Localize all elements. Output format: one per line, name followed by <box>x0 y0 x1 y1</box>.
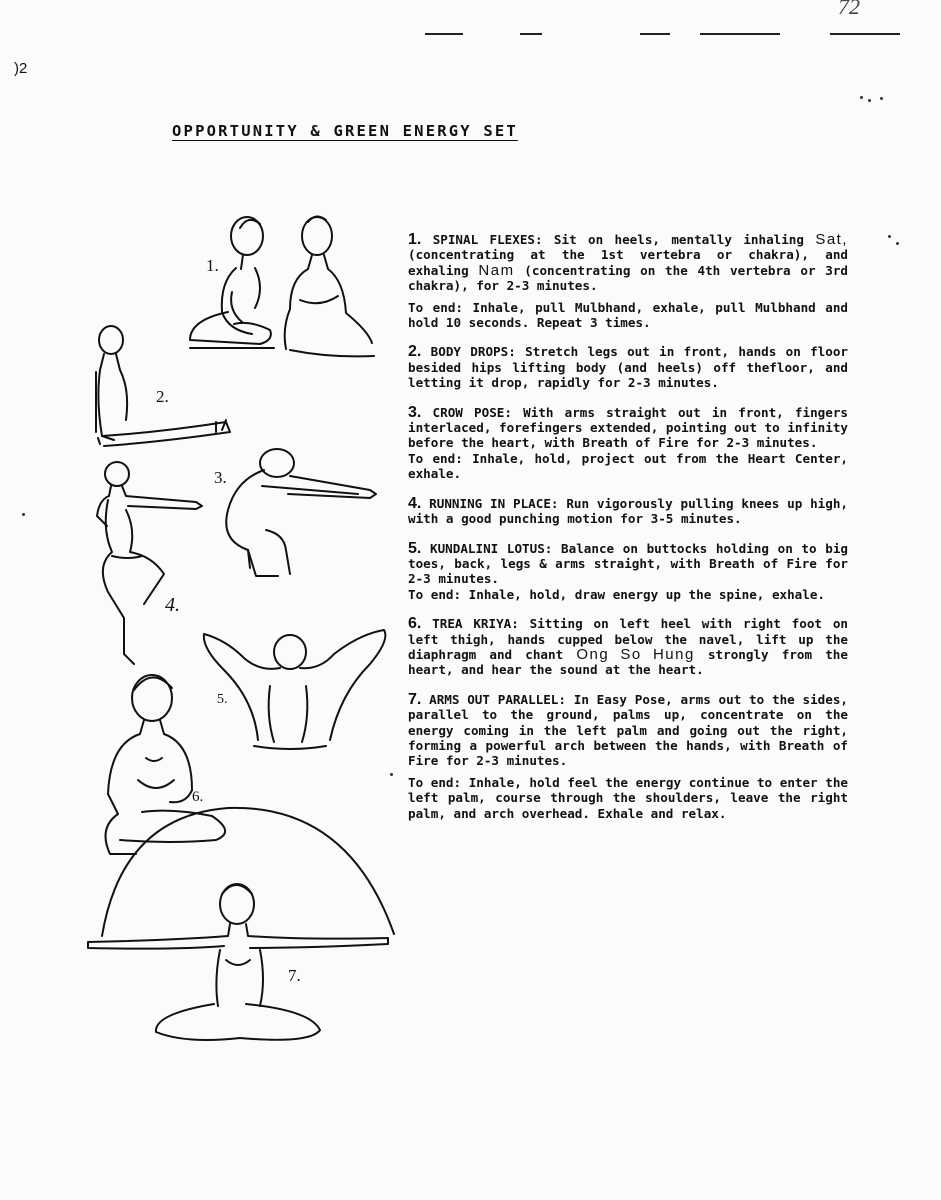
figure-label-5: 5. <box>217 692 228 707</box>
step-text: (concentrating on the 4th vertebra or 3rd chakra), for 2-3 minutes. <box>408 262 848 294</box>
figure-5-kundalini-lotus <box>204 630 386 749</box>
step-number: 2. <box>408 343 422 361</box>
step-number: 6. <box>408 615 422 633</box>
figure-7-arms-out-parallel <box>88 808 394 1040</box>
step-number: 3. <box>408 403 422 421</box>
step-text: ARMS OUT PARALLEL: In Easy Pose, arms out to the sides, parallel to the ground, palms up, concentrate on the energy coming in the left palm and going out the right, forming a powerful arch between the hands, with Breath of Fire for 2-3 minutes. <box>408 691 849 769</box>
figure-2-body-drops <box>96 326 230 446</box>
figure-3-crow-pose <box>226 449 376 576</box>
step-2 <box>408 344 848 390</box>
figure-label-1: 1. <box>206 256 219 275</box>
step-end: To end: Inhale, pull Mulbhand, exhale, pull Mulbhand and hold 10 seconds. Repeat 3 times. <box>408 299 848 331</box>
mantra-ong-so-hung: Ong So Hung <box>576 645 695 663</box>
page-number: )2 <box>14 60 28 77</box>
step-number: 4. <box>408 494 422 512</box>
step-end: To end: Inhale, hold feel the energy continue to enter the left palm, course through the shoulders, leave the right palm, and arch overhead. Exhale and relax. <box>408 774 848 821</box>
handwritten-corner-mark: 72 <box>838 0 860 19</box>
step-text: SPINAL FLEXES: Sit on heels, mentally inhaling <box>432 232 816 247</box>
figure-1-side-kneeling <box>190 217 274 348</box>
figure-label-2: 2. <box>156 387 169 406</box>
step-3 <box>408 405 848 482</box>
figure-4-running <box>97 462 202 664</box>
step-7 <box>408 692 848 821</box>
figure-1-back-kneeling <box>285 216 374 356</box>
figure-label-4: 4. <box>165 594 180 616</box>
step-text: (concentrating at the 1st vertebra or chakra), and exhaling <box>408 247 848 278</box>
mantra-nam: Nam <box>478 261 515 279</box>
step-4 <box>408 496 848 527</box>
step-6 <box>408 616 848 678</box>
step-end: To end: Inhale, hold, draw energy up the spine, exhale. <box>408 586 826 602</box>
step-text: TREA KRIYA: Sitting on left heel with right foot on left thigh, hands cupped below the navel, lift up the diaphragm and chant <box>408 616 848 662</box>
mantra-sat: Sat, <box>815 231 848 248</box>
page-title: OPPORTUNITY & GREEN ENERGY SET <box>172 122 518 140</box>
step-5 <box>408 541 848 603</box>
step-text: BODY DROPS: Stretch legs out in front, hands on floor besided hips lifting body (and heels) off thefloor, and letting it drop, rapidly for 2-3 minutes. <box>408 344 848 391</box>
figure-label-7: 7. <box>288 966 301 985</box>
step-text: RUNNING IN PLACE: Run vigorously pulling knees up high, with a good punching motion for 3-5 minutes. <box>408 495 848 527</box>
step-end: To end: Inhale, hold, project out from the Heart Center, exhale. <box>408 450 848 482</box>
step-text: strongly from the heart, and hear the sound at the heart. <box>408 646 848 678</box>
step-1 <box>408 232 848 330</box>
step-text: CROW POSE: With arms straight out in front, fingers interlaced, forefingers extended, pointing out to infinity before the heart, with Breath of Fire for 2-3 minutes. <box>408 404 848 451</box>
step-number: 1. <box>408 231 422 248</box>
step-text: KUNDALINI LOTUS: Balance on buttocks holding on to big toes, back, legs & arms straight, with Breath of Fire for 2-3 minutes. <box>408 540 848 587</box>
step-number: 7. <box>408 690 422 708</box>
step-number: 5. <box>408 539 422 557</box>
figure-label-3: 3. <box>214 468 227 487</box>
instruction-list <box>408 232 848 835</box>
figure-label-6: 6. <box>192 789 204 805</box>
